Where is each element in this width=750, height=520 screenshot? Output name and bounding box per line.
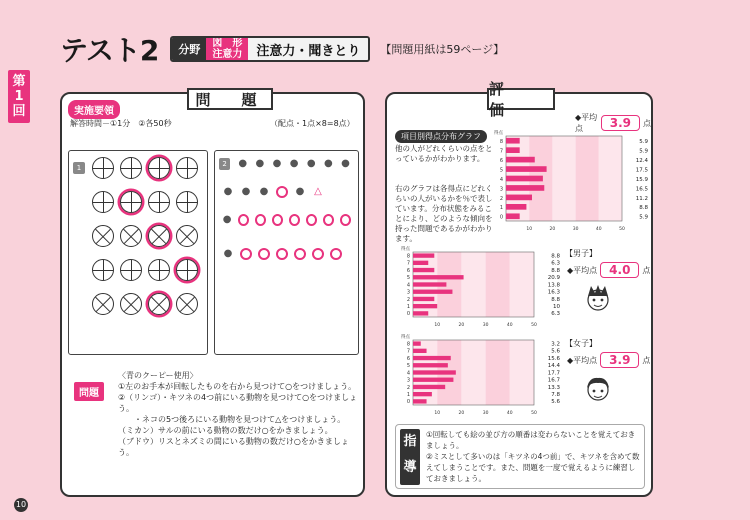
- chart-overall-svg: [492, 128, 652, 233]
- answer-circle: [240, 248, 252, 260]
- data-label: 8.8: [551, 253, 560, 260]
- question2-box: [214, 150, 359, 355]
- data-label: 6.3: [551, 260, 560, 267]
- girls-average-value: 3.9: [600, 352, 639, 368]
- data-bar: [413, 349, 427, 353]
- data-label: 13.8: [547, 282, 560, 289]
- chart-boys-svg: [399, 244, 564, 329]
- answer-time: 解答時間－①1分 ②各50秒: [70, 119, 172, 128]
- evaluation-panel: [385, 80, 653, 497]
- category-label: 7: [406, 260, 410, 267]
- guidance-text: ①回転しても絵の並び方の順番は変わらないことを覚えておきましょう。 ②ミスとして多いのは「キツネの4つ前」で、キツネを含めて数えてしまうことです。また、問題を一度で覚えるように練習しておきましょう。: [426, 430, 640, 483]
- category-label: 3: [406, 377, 410, 384]
- wheel-icon: [92, 157, 114, 179]
- tick-label: 50: [531, 411, 537, 416]
- animal-icon: ●: [255, 158, 265, 169]
- tick-label: 50: [531, 323, 537, 328]
- category-label: 8: [406, 253, 410, 260]
- page-number: 10: [14, 498, 28, 512]
- problem-heading: 問 題: [187, 88, 273, 110]
- data-bar: [413, 290, 452, 294]
- data-label: 17.5: [635, 167, 648, 174]
- overall-average: ◆平均点 3.9 点: [575, 113, 651, 133]
- axis-label: 得点: [494, 131, 503, 136]
- data-label: 5.6: [551, 348, 560, 355]
- answer-circle: [258, 248, 270, 260]
- category-label: 3: [499, 186, 503, 193]
- data-label: 15.9: [635, 176, 648, 183]
- animal-icon: ●: [323, 158, 333, 169]
- animal-icon: ●: [295, 186, 305, 197]
- page-header: [60, 32, 504, 66]
- data-label: 5.9: [639, 139, 648, 146]
- orange-icon: ●: [222, 214, 232, 225]
- chart-band: [461, 340, 485, 405]
- category-label: 分野: [172, 38, 206, 60]
- data-label: 5.6: [551, 399, 560, 406]
- category-label: 5: [499, 167, 503, 174]
- tick-label: 10: [526, 227, 533, 232]
- category-label: 6: [406, 355, 410, 362]
- wheel-icon: [87, 220, 118, 251]
- category-label: 6: [406, 267, 410, 274]
- q1-row: [69, 151, 207, 185]
- category-label: 4: [499, 176, 503, 183]
- chart-band: [552, 136, 575, 221]
- animal-icon: ●: [259, 186, 269, 197]
- tick-label: 50: [619, 227, 625, 232]
- data-bar: [506, 166, 547, 172]
- data-label: 16.5: [635, 186, 648, 193]
- data-label: 13.3: [547, 384, 560, 391]
- data-label: 7.8: [551, 391, 560, 398]
- wheel-icon: [115, 220, 146, 251]
- answer-circle: [306, 214, 317, 226]
- data-bar: [413, 370, 456, 374]
- tick-label: 10: [434, 411, 441, 416]
- answer-circle: [276, 186, 288, 198]
- data-bar: [506, 147, 520, 153]
- category-label: 2: [406, 296, 410, 303]
- chart-girls: [399, 332, 564, 417]
- data-bar: [413, 311, 428, 315]
- side-tab: 第 1 回: [8, 70, 30, 123]
- data-bar: [413, 297, 434, 301]
- category-label: 1: [406, 391, 410, 398]
- chart-band: [576, 136, 599, 221]
- wheel-icon: [115, 288, 146, 319]
- wheel-icon: [171, 220, 202, 251]
- tick-label: 20: [458, 323, 465, 328]
- boys-average-value: 4.0: [600, 262, 639, 278]
- chart-boys: [399, 244, 564, 329]
- data-label: 8.8: [551, 296, 560, 303]
- boys-average: ◆平均点 4.0 点: [567, 263, 651, 277]
- mikan-answer-row: [215, 203, 358, 237]
- tick-label: 40: [506, 411, 513, 416]
- tick-label: 20: [458, 411, 465, 416]
- data-bar: [413, 378, 453, 382]
- girl-character-icon: [581, 374, 615, 404]
- wheel-icon: [92, 259, 114, 281]
- data-bar: [413, 363, 448, 367]
- category-label: 8: [406, 341, 410, 348]
- animal-icon: ●: [238, 158, 248, 169]
- wheel-icon: [148, 259, 170, 281]
- answer-triangle-icon: △: [314, 186, 322, 197]
- data-label: 12.4: [635, 157, 648, 164]
- animal-icon: ●: [341, 158, 350, 169]
- chart-band: [599, 136, 622, 221]
- question-text: 〈青のクーピー使用〉 ①左のお手本が回転したものを右から見つけて○をつけましょう。 ②（リンゴ）・キツネの4つ前にいる動物を見つけて○をつけましょう。 ・ネコの5つ後ろにいる動物を見つけて△をつけましょう。 （ミカン）サルの前にいる動物の数だけ○をかきましょう。 （ブドウ）リスとネズミの間にいる動物の数だけ○をかきましょう。: [118, 371, 358, 457]
- category-label: 2: [406, 384, 410, 391]
- tick-label: 40: [595, 227, 602, 232]
- wheel-icon: [148, 191, 170, 213]
- tick-label: 30: [482, 411, 489, 416]
- category-label: 7: [406, 348, 410, 355]
- q1-row: [69, 253, 207, 287]
- question1-box: [68, 150, 208, 355]
- answer-circle: [323, 214, 334, 226]
- data-label: 5.9: [639, 148, 648, 155]
- category-label: 7: [499, 148, 503, 155]
- data-bar: [413, 356, 451, 360]
- data-bar: [413, 253, 434, 257]
- data-label: 20.9: [547, 275, 560, 282]
- category-pill: [170, 36, 370, 62]
- data-label: 3.2: [551, 341, 560, 348]
- data-bar: [506, 195, 532, 201]
- wheel-icon: [120, 259, 142, 281]
- chart-band: [510, 340, 534, 405]
- data-label: 14.4: [547, 363, 560, 370]
- q1-row: [69, 219, 207, 253]
- category-label: 4: [406, 370, 410, 377]
- wheel-icon-selected: [143, 288, 174, 319]
- answer-circle: [340, 214, 351, 226]
- answer-circle: [276, 248, 288, 260]
- data-bar: [506, 157, 535, 163]
- axis-label: 得点: [401, 335, 410, 340]
- animal-row: [215, 151, 358, 177]
- category-label: 5: [406, 363, 410, 370]
- q1-row: [69, 185, 207, 219]
- data-bar: [506, 176, 543, 182]
- data-bar: [413, 341, 421, 345]
- guidance-tag: 指導: [400, 429, 420, 485]
- apple-answer-row: [215, 177, 358, 203]
- animal-icon: ●: [241, 186, 251, 197]
- tick-label: 30: [482, 323, 489, 328]
- category-label: 6: [499, 157, 503, 164]
- tick-label: 20: [549, 227, 556, 232]
- wheel-icon: [92, 191, 114, 213]
- data-label: 8.8: [551, 267, 560, 274]
- answer-circle: [255, 214, 266, 226]
- data-label: 6.3: [551, 311, 560, 318]
- distribution-desc: 他の人がどれくらいの点をとっているかがわかります。: [395, 144, 493, 163]
- subject-label: 注意力・聞きとり: [248, 38, 368, 60]
- category-label: 1: [406, 303, 410, 310]
- chart-band: [486, 340, 510, 405]
- girls-average: ◆平均点 3.9 点: [567, 353, 651, 367]
- data-bar: [413, 275, 464, 279]
- q1-number-tag: 1: [73, 162, 85, 174]
- problem-panel: [60, 92, 365, 497]
- data-label: 15.6: [547, 355, 560, 362]
- data-bar: [413, 261, 428, 265]
- girls-label: 【女子】: [565, 339, 597, 348]
- score-info: （配点・1点×8=8点）: [270, 119, 355, 128]
- instructions-badge: 実施要領: [68, 100, 120, 119]
- data-bar: [413, 304, 437, 308]
- answer-circle: [272, 214, 283, 226]
- boy-character-icon: [581, 284, 615, 314]
- answer-circle: [294, 248, 306, 260]
- page-title: テスト2: [60, 34, 159, 67]
- chart-band: [486, 252, 510, 317]
- category-label: 2: [499, 195, 503, 202]
- wheel-icon: [176, 191, 198, 213]
- answer-circle: [330, 248, 342, 260]
- apple-icon: ●: [223, 186, 233, 197]
- data-bar: [413, 392, 432, 396]
- category-value: 図 形 注意力: [206, 38, 248, 60]
- data-label: 16.7: [547, 377, 560, 384]
- tick-label: 40: [506, 323, 513, 328]
- budou-answer-row: [215, 237, 358, 271]
- category-label: 3: [406, 289, 410, 296]
- category-label: 8: [499, 139, 503, 146]
- data-label: 16.3: [547, 289, 560, 296]
- data-label: 10: [553, 303, 560, 310]
- data-bar: [506, 138, 520, 144]
- category-label: 4: [406, 282, 410, 289]
- wheel-icon: [120, 157, 142, 179]
- data-label: 11.2: [635, 195, 648, 202]
- data-bar: [506, 204, 526, 210]
- chart-overall: [492, 128, 652, 233]
- data-label: 17.7: [547, 370, 560, 377]
- tick-label: 10: [434, 323, 441, 328]
- data-bar: [413, 399, 427, 403]
- question-label: 問題: [74, 382, 104, 401]
- animal-icon: ●: [306, 158, 316, 169]
- data-bar: [413, 385, 445, 389]
- category-label: 0: [406, 311, 410, 318]
- wheel-icon: [176, 157, 198, 179]
- category-label: 1: [499, 205, 503, 212]
- animal-icon: ●: [289, 158, 299, 169]
- chart-band: [461, 252, 485, 317]
- grape-icon: ●: [223, 248, 233, 259]
- tick-label: 30: [572, 227, 579, 232]
- data-label: 5.9: [639, 214, 648, 221]
- wheel-icon-selected: [143, 220, 174, 251]
- chart-band: [510, 252, 534, 317]
- evaluation-heading: 評 価: [487, 88, 555, 110]
- data-bar: [413, 282, 446, 286]
- wheel-icon: [171, 288, 202, 319]
- page-ref-note: 【問題用紙は59ページ】: [380, 43, 505, 56]
- distribution-desc-2: 右のグラフは各得点にどれくらいの人がいるかを％で表しています。分布状態をみることにより、どのような傾向を持った問題であるかがわかります。: [395, 184, 493, 243]
- wheel-icon-selected: [176, 259, 198, 281]
- axis-label: 得点: [401, 247, 410, 252]
- data-bar: [506, 185, 544, 191]
- wheel-icon: [87, 288, 118, 319]
- animal-icon: ●: [272, 158, 282, 169]
- answer-circle: [289, 214, 300, 226]
- overall-average-value: 3.9: [601, 115, 640, 131]
- wheel-icon-selected: [120, 191, 142, 213]
- answer-circle: [312, 248, 324, 260]
- category-label: 0: [499, 214, 503, 221]
- answer-circle: [238, 214, 249, 226]
- guidance-box: [395, 424, 645, 489]
- category-label: 5: [406, 275, 410, 282]
- category-label: 0: [406, 399, 410, 406]
- q1-row: [69, 287, 207, 321]
- data-label: 8.8: [639, 205, 648, 212]
- wheel-icon-selected: [148, 157, 170, 179]
- data-bar: [506, 213, 520, 219]
- data-bar: [413, 268, 434, 272]
- boys-label: 【男子】: [565, 249, 597, 258]
- distribution-label: 項目別得点分布グラフ: [395, 130, 487, 143]
- q2-number-tag: 2: [219, 158, 230, 170]
- chart-girls-svg: [399, 332, 564, 417]
